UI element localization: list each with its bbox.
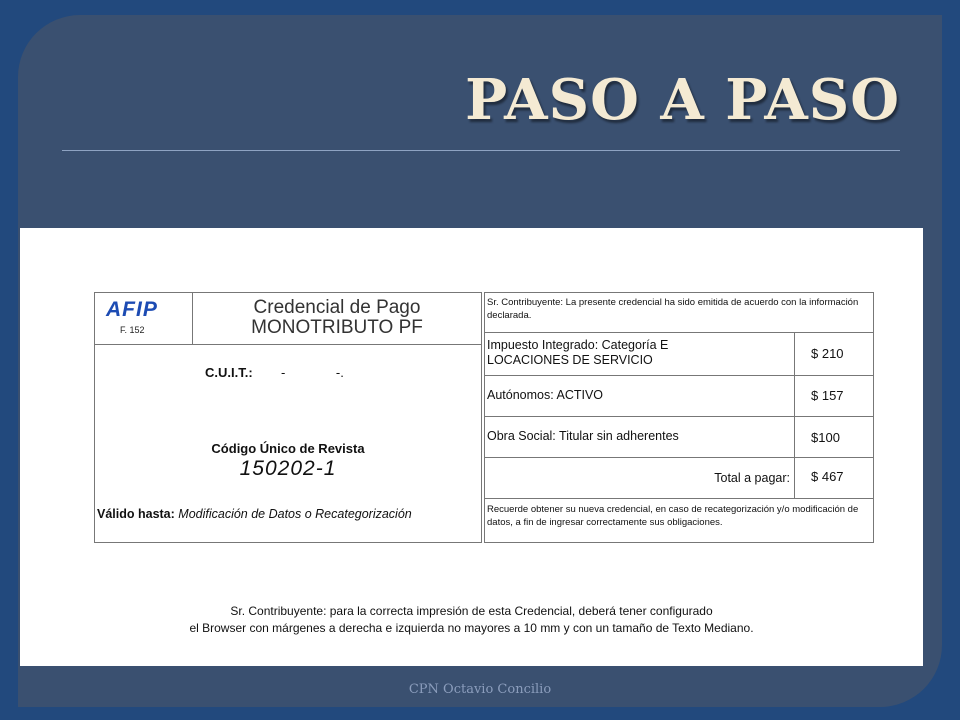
row-autonomos: [485, 376, 873, 417]
valid-until: [97, 507, 412, 521]
afip-logo-cell: [95, 293, 193, 345]
cuit-value: - -.: [281, 365, 344, 380]
credential-left-block: [94, 292, 482, 543]
heading-line-1: Credencial de Pago: [253, 297, 421, 318]
revista-label: Código Único de Revista: [211, 441, 365, 456]
print-instructions: [20, 603, 923, 637]
row-impuesto-integrado: [485, 333, 873, 376]
row-amount: $100: [811, 430, 840, 445]
row-amount: $ 467: [811, 469, 844, 484]
form-code: F. 152: [120, 325, 145, 335]
credential-reminder: Recuerde obtener su nueva credencial, en caso de recategorización y/o modificación de datos, a fin de ingresar correctamente sus obligaciones.: [487, 504, 859, 528]
row-desc-line-1: Impuesto Integrado: Categoría E: [487, 338, 669, 352]
revista-number: 150202-1: [239, 457, 337, 480]
print-instructions-line-1: Sr. Contribuyente: para la correcta impresión de esta Credencial, deberá tener configurado: [230, 604, 713, 618]
credential-heading: [193, 293, 481, 345]
row-amount: $ 210: [811, 346, 844, 361]
afip-logo: AFIP: [106, 298, 158, 321]
row-description: Total a pagar:: [485, 458, 795, 498]
slide-title: PASO A PASO: [465, 67, 900, 133]
row-desc-line-2: LOCACIONES DE SERVICIO: [487, 353, 653, 367]
row-description: [485, 333, 795, 375]
slide-footer: CPN Octavio Concilio: [408, 682, 552, 697]
credential-notice: Sr. Contribuyente: La presente credencial ha sido emitida de acuerdo con la información declarada.: [485, 293, 873, 333]
print-instructions-line-2: el Browser con márgenes a derecha e izquierda no mayores a 10 mm y con un tamaño de Texto Mediano.: [189, 621, 754, 635]
screenshot-content: [20, 228, 923, 666]
row-total: [485, 458, 873, 499]
valid-value: Modificación de Datos o Recategorización: [178, 507, 412, 521]
title-divider: [62, 150, 900, 151]
row-amount: $ 157: [811, 388, 844, 403]
heading-line-2: MONOTRIBUTO PF: [251, 317, 423, 338]
credential-right-block: [484, 292, 874, 543]
valid-label: Válido hasta:: [97, 507, 175, 521]
row-description: Obra Social: Titular sin adherentes: [485, 417, 795, 457]
cuit-label: C.U.I.T.:: [205, 365, 253, 380]
row-description: Autónomos: ACTIVO: [485, 376, 795, 416]
row-obra-social: [485, 417, 873, 458]
payment-credential: [94, 292, 874, 543]
